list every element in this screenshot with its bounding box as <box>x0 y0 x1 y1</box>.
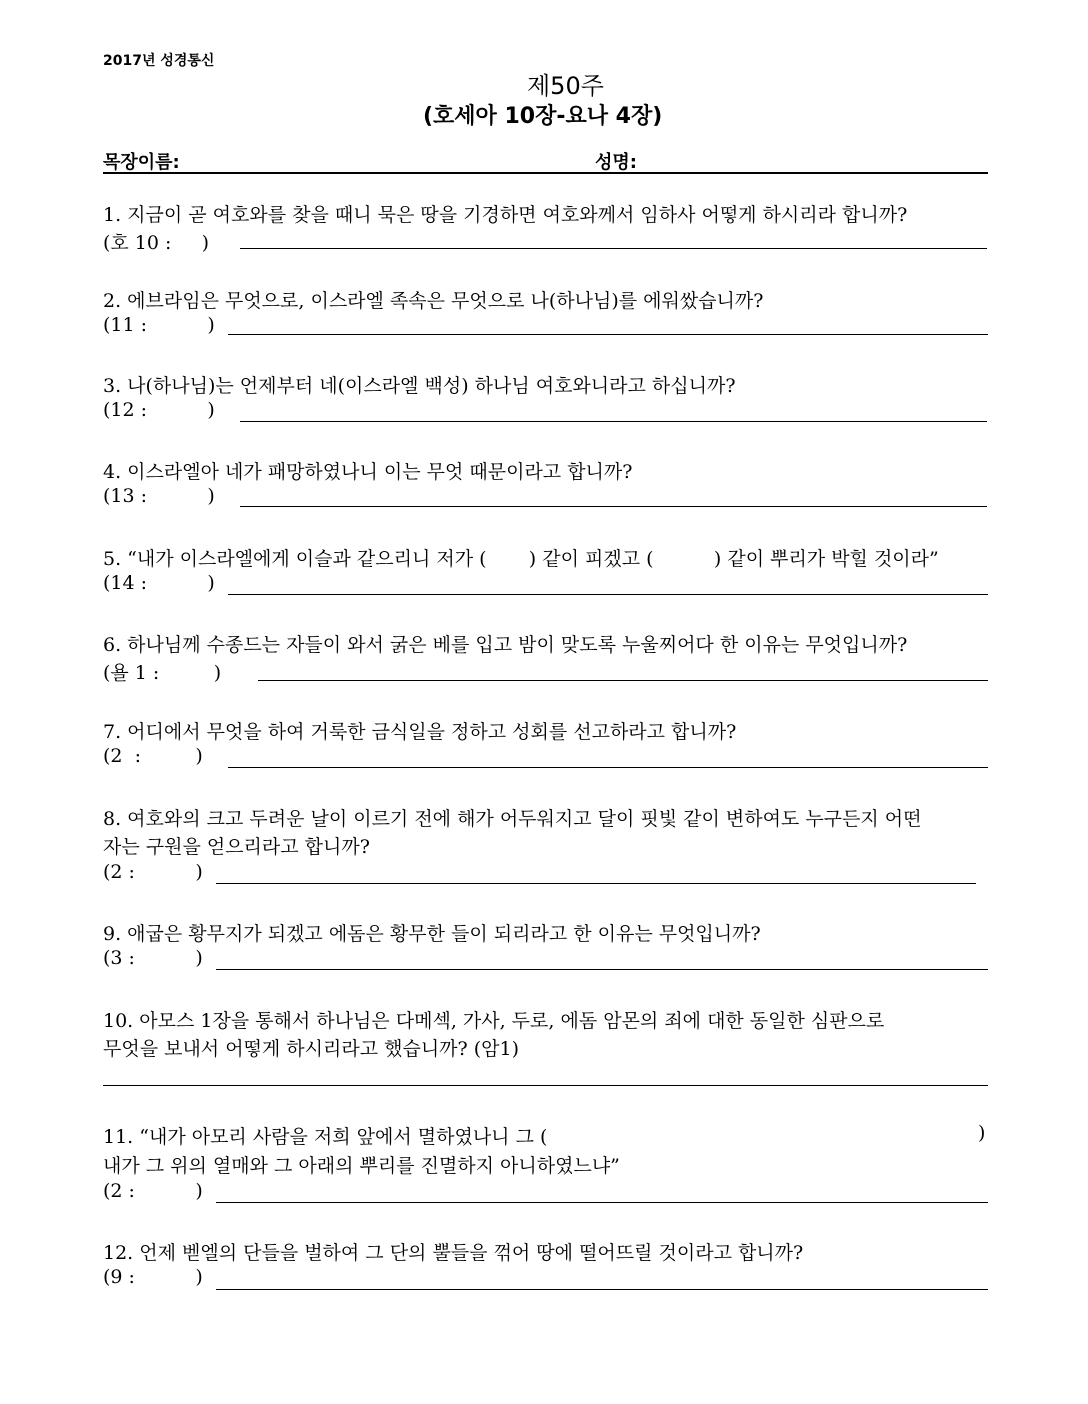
question-1-ref: (호 10 : ) <box>103 232 210 254</box>
name-label: 성명: <box>595 152 637 173</box>
answer-line-4[interactable] <box>240 506 987 507</box>
question-7: 7. 어디에서 무엇을 하여 거룩한 금식일을 정하고 성회를 선고하라고 합니까? <box>103 721 737 743</box>
question-8: 8. 여호와의 크고 두려운 날이 이르기 전에 해가 어두워지고 달이 핏빛 같이 변하여도 누구든지 어떤 <box>103 808 922 830</box>
answer-line-11[interactable] <box>216 1202 988 1203</box>
answer-line-3[interactable] <box>240 421 987 422</box>
question-11: 11. “내가 아모리 사람을 저희 앞에서 멸하였나니 그 ( <box>103 1126 548 1148</box>
question-2: 2. 에브라임은 무엇으로, 이스라엘 족속은 무엇으로 나(하나님)를 에워쌌습니까? <box>103 290 764 312</box>
question-9: 9. 애굽은 황무지가 되겠고 에돔은 황무한 들이 되리라고 한 이유는 무엇입니까? <box>103 923 761 945</box>
question-8-ref: (2 : ) <box>103 861 203 883</box>
question-7-ref: (2 : ) <box>103 745 203 767</box>
question-11-ref: (2 : ) <box>103 1180 203 1202</box>
answer-line-6[interactable] <box>258 680 988 681</box>
question-10: 10. 아모스 1장을 통해서 하나님은 다메섹, 가사, 두로, 에돔 암몬의 죄에 대한 동일한 심판으로 <box>103 1010 885 1032</box>
answer-line-9[interactable] <box>216 969 988 970</box>
answer-line-10[interactable] <box>103 1085 988 1086</box>
question-10-continued: 무엇을 보내서 어떻게 하시리라고 했습니까? (암1) <box>103 1038 520 1060</box>
question-4: 4. 이스라엘아 네가 패망하였나니 이는 무엇 때문이라고 합니까? <box>103 461 633 483</box>
question-3: 3. 나(하나님)는 언제부터 네(이스라엘 백성) 하나님 여호와니라고 하십니까? <box>103 375 736 397</box>
header-name-line <box>103 172 988 174</box>
week-title: 제50주 <box>527 72 604 100</box>
answer-line-12[interactable] <box>216 1289 988 1290</box>
question-12: 12. 언제 벧엘의 단들을 벌하여 그 단의 뿔들을 꺾어 땅에 떨어뜨릴 것이라고 합니까? <box>103 1242 804 1264</box>
answer-line-7[interactable] <box>228 767 988 768</box>
question-8-continued: 자는 구원을 얻으리라고 합니까? <box>103 836 370 858</box>
book-range: (호세아 10장-요나 4장) <box>423 104 663 129</box>
answer-line-2[interactable] <box>228 334 988 335</box>
question-6-ref: (욜 1 : ) <box>103 662 222 684</box>
question-9-ref: (3 : ) <box>103 947 203 969</box>
question-5-ref: (14 : ) <box>103 572 215 594</box>
question-12-ref: (9 : ) <box>103 1266 203 1288</box>
question-5: 5. “내가 이스라엘에게 이슬과 같으리니 저가 ( ) 같이 피겠고 ( ) 같이 뿌리가 박힐 것이라” <box>103 548 939 570</box>
answer-line-1[interactable] <box>240 248 987 249</box>
question-11-close-paren: ) <box>978 1122 986 1144</box>
year-label: 2017년 성경통신 <box>103 53 215 69</box>
question-1: 1. 지금이 곧 여호와를 찾을 때니 묵은 땅을 기경하면 여호와께서 임하사 어떻게 하시리라 합니까? <box>103 204 908 226</box>
question-3-ref: (12 : ) <box>103 399 215 421</box>
question-11-continued: 내가 그 위의 열매와 그 아래의 뿌리를 진멸하지 아니하였느냐” <box>103 1155 620 1177</box>
question-4-ref: (13 : ) <box>103 485 215 507</box>
question-6: 6. 하나님께 수종드는 자들이 와서 굵은 베를 입고 밤이 맞도록 누울찌어다 한 이유는 무엇입니까? <box>103 634 908 656</box>
answer-line-8[interactable] <box>216 883 976 884</box>
answer-line-5[interactable] <box>228 594 988 595</box>
question-2-ref: (11 : ) <box>103 314 215 336</box>
parish-name-label: 목장이름: <box>103 152 180 173</box>
